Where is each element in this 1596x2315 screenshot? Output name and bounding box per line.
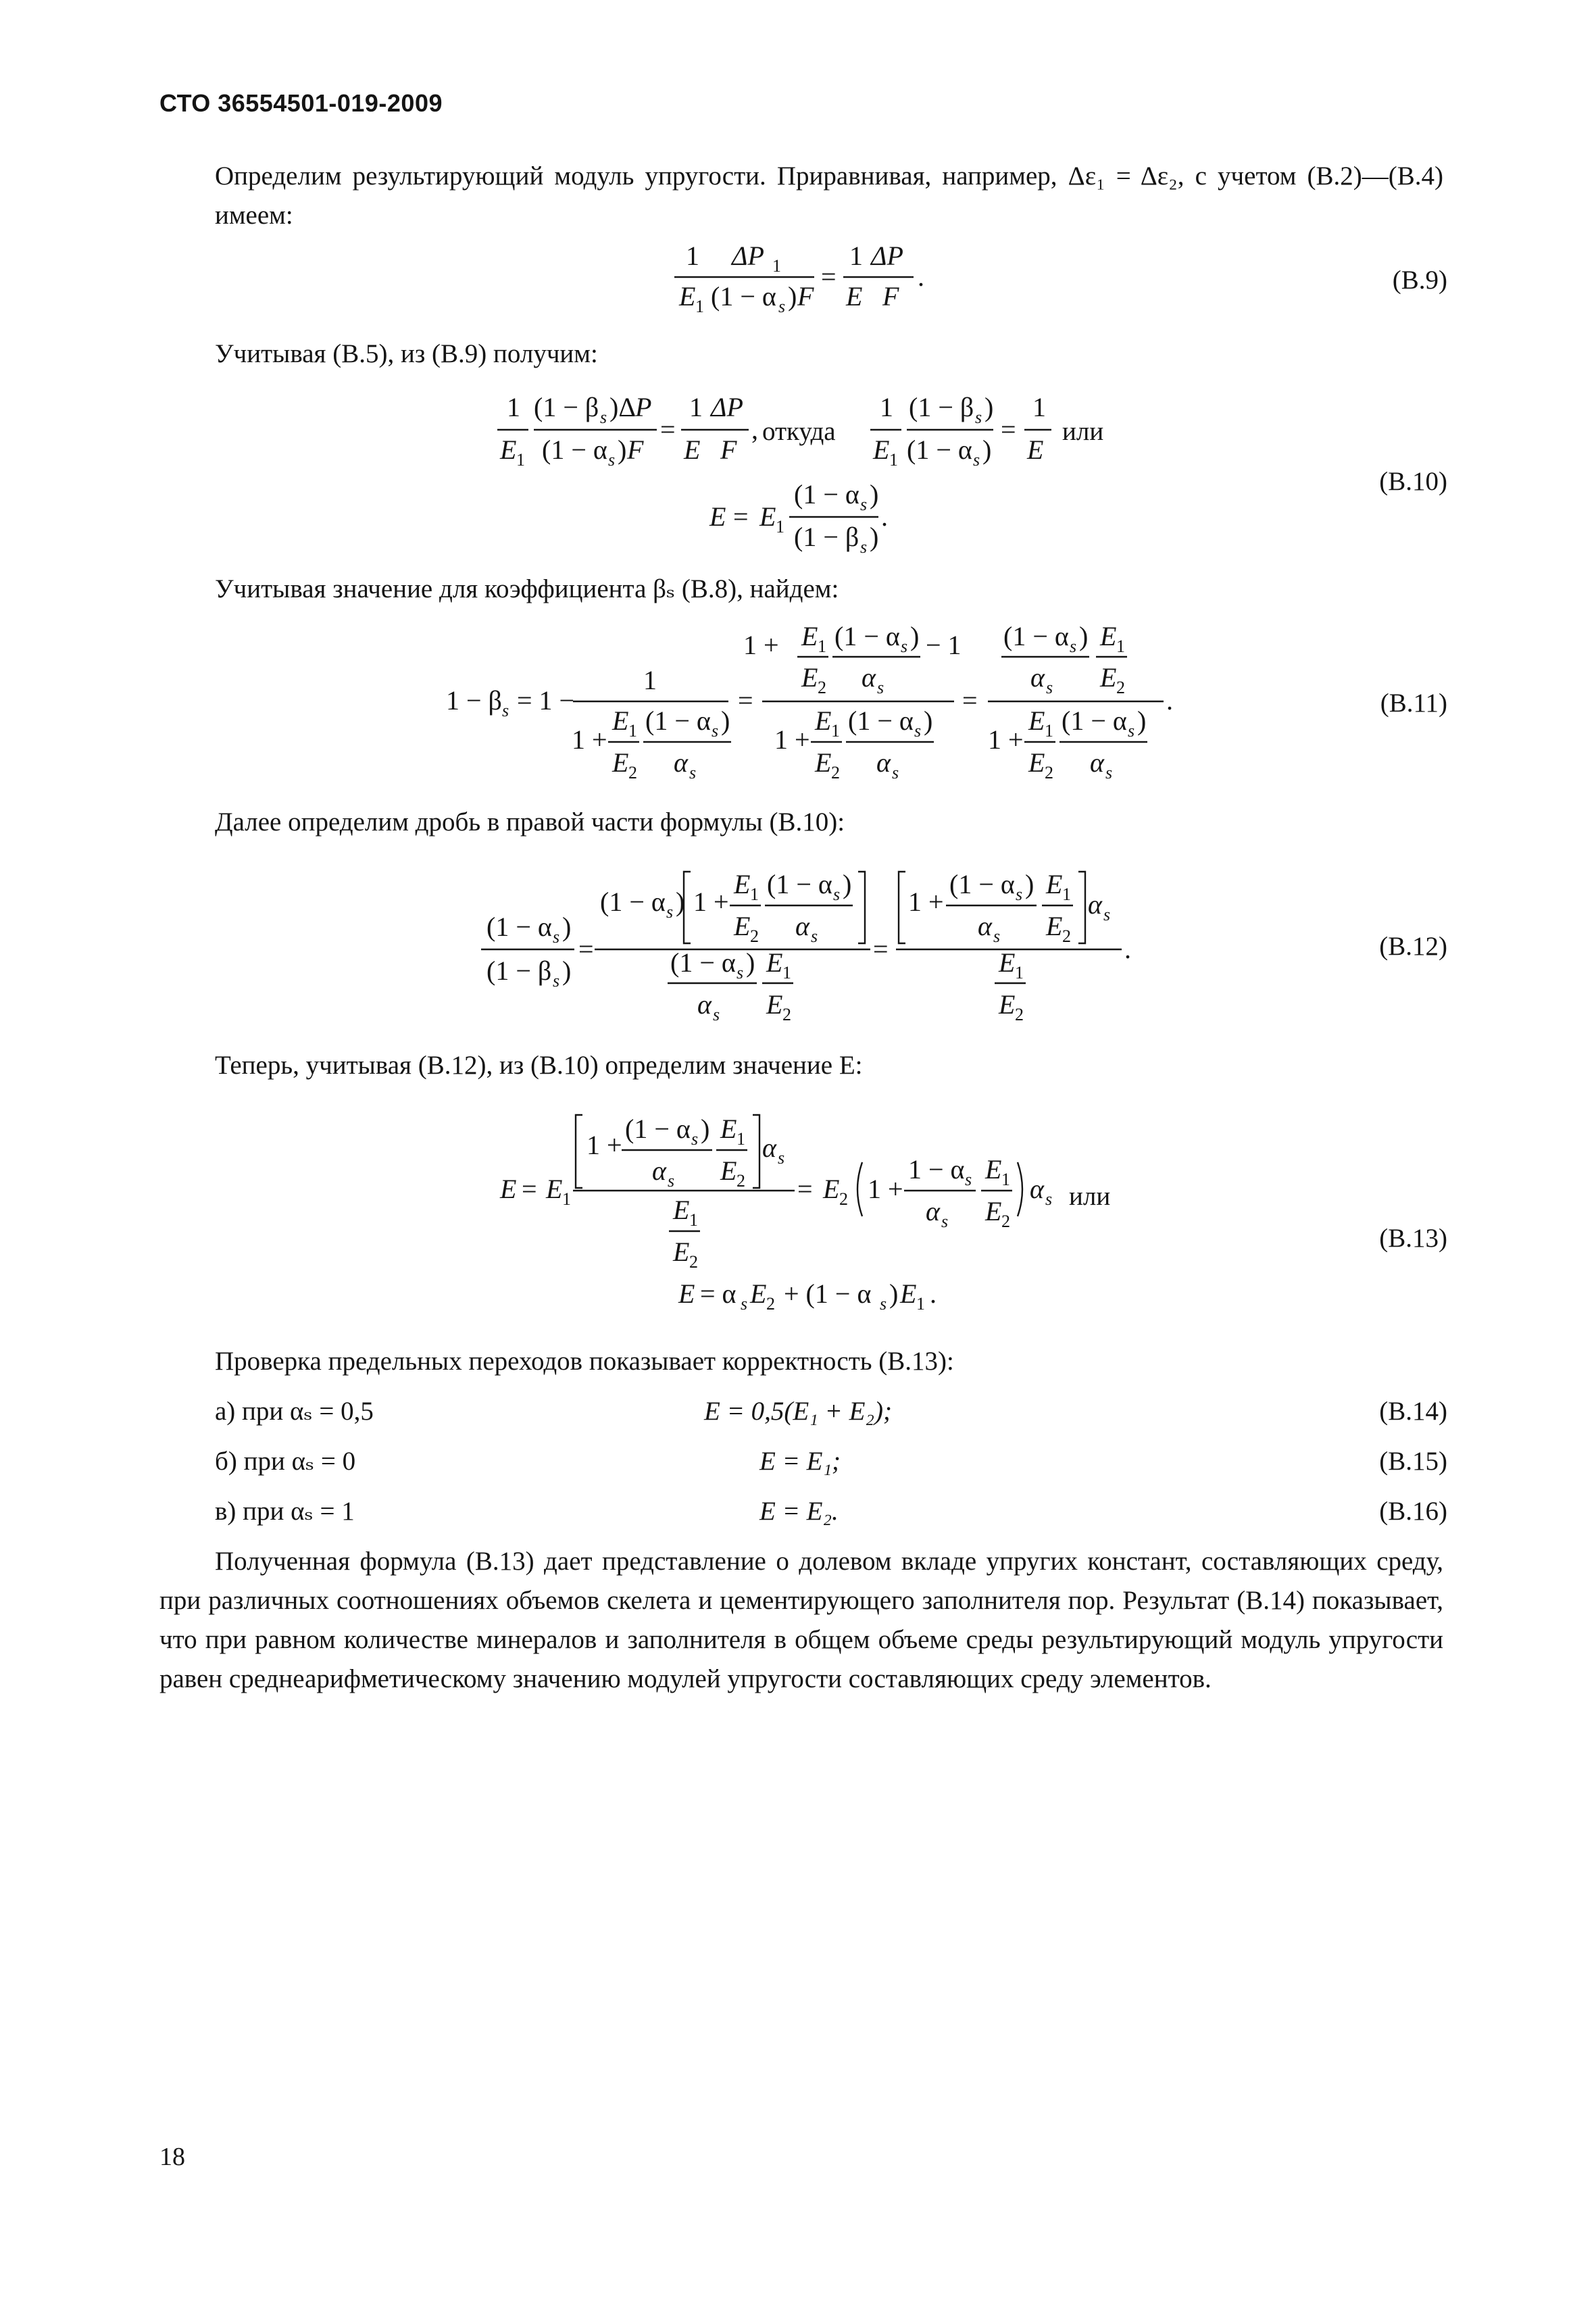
- svg-text:1 +: 1 +: [743, 630, 779, 660]
- svg-text:1: 1: [1032, 392, 1046, 422]
- svg-text:E: E: [679, 281, 696, 312]
- svg-text:(1 − α: (1 − α: [625, 1114, 691, 1144]
- svg-text:ΔP: ΔP: [732, 241, 764, 271]
- svg-text:1: 1: [1001, 1170, 1010, 1189]
- svg-text:s: s: [1105, 763, 1113, 782]
- svg-text:E: E: [1046, 911, 1063, 941]
- svg-text:α: α: [762, 1132, 776, 1163]
- equation-number-b10: (В.10): [1379, 467, 1447, 496]
- svg-text:E: E: [734, 911, 751, 941]
- word-otkuda: откуда: [762, 417, 836, 446]
- svg-text:α: α: [926, 1196, 940, 1226]
- svg-text:s: s: [914, 721, 922, 741]
- svg-text:s: s: [689, 763, 697, 782]
- svg-text:.: .: [1124, 934, 1131, 964]
- case-b-formula: E = E₁;: [759, 1447, 841, 1476]
- paragraph-b5: Учитывая (В.5), из (В.9) получим:: [215, 339, 598, 368]
- svg-text:s: s: [941, 1212, 949, 1231]
- svg-text:1: 1: [782, 963, 791, 982]
- svg-text:2: 2: [782, 1005, 791, 1024]
- svg-text:E: E: [673, 1195, 690, 1225]
- svg-text:2: 2: [1062, 926, 1071, 946]
- svg-text:=: =: [873, 934, 889, 964]
- svg-text:.: .: [918, 262, 924, 292]
- svg-text:s: s: [901, 637, 908, 656]
- svg-text:): ): [843, 869, 852, 899]
- svg-text:=: =: [578, 934, 594, 964]
- svg-text:s: s: [737, 963, 744, 982]
- svg-text:(1 − α: (1 − α: [1003, 621, 1069, 651]
- svg-text:E: E: [500, 1174, 517, 1204]
- paragraph-beta: Учитывая значение для коэффициента βₛ (В.8), найдем:: [215, 574, 839, 603]
- svg-text:): ): [910, 621, 920, 651]
- page-number: 18: [159, 2143, 185, 2171]
- svg-text:1 +: 1 +: [587, 1130, 622, 1160]
- svg-text:E: E: [673, 1237, 690, 1267]
- svg-text:,: ,: [751, 414, 758, 445]
- svg-text:s: s: [993, 926, 1001, 946]
- svg-text:(1 − α: (1 − α: [1062, 705, 1127, 736]
- equation-number-b15: (В.15): [1379, 1447, 1447, 1476]
- word-ili-2: или: [1069, 1182, 1111, 1211]
- paragraph-fraction: Далее определим дробь в правой части формулы (В.10):: [215, 807, 845, 837]
- svg-text:E: E: [823, 1174, 840, 1204]
- svg-text:E: E: [546, 1174, 563, 1204]
- svg-text:2: 2: [1116, 678, 1125, 697]
- svg-text:): ): [924, 705, 933, 736]
- equation-number-b12: (В.12): [1379, 932, 1447, 961]
- svg-text:s: s: [965, 1170, 972, 1189]
- svg-text:α: α: [1090, 747, 1104, 778]
- case-c-label: в) при αₛ = 1: [215, 1497, 355, 1526]
- svg-text:(1 − β: (1 − β: [487, 955, 552, 986]
- svg-text:E: E: [815, 705, 832, 736]
- svg-text:1: 1: [818, 637, 826, 656]
- svg-text:): ): [788, 281, 797, 312]
- svg-text:=: =: [821, 262, 837, 292]
- svg-text:2: 2: [839, 1189, 848, 1209]
- svg-text:s: s: [553, 971, 560, 991]
- svg-text:1: 1: [849, 241, 863, 271]
- svg-text:s: s: [691, 1129, 699, 1149]
- svg-text:1: 1: [776, 517, 784, 537]
- svg-text:s: s: [1016, 885, 1023, 904]
- equation-number-b13: (В.13): [1379, 1224, 1447, 1253]
- svg-text:(1 − α: (1 − α: [767, 869, 832, 899]
- svg-text:1: 1: [889, 450, 898, 470]
- equation-number-b16: (В.16): [1379, 1497, 1447, 1526]
- svg-text:(1 − β: (1 − β: [794, 522, 859, 552]
- svg-text:): ): [562, 955, 572, 986]
- svg-text:E: E: [846, 281, 863, 312]
- svg-text:1: 1: [737, 1129, 745, 1149]
- svg-text:s: s: [778, 297, 786, 316]
- svg-text:E: E: [801, 662, 818, 693]
- word-ili: или: [1062, 417, 1104, 446]
- case-a-formula: E = 0,5(E₁ + E₂);: [704, 1397, 892, 1426]
- svg-text:1: 1: [686, 241, 699, 271]
- svg-text:E: E: [999, 989, 1016, 1020]
- svg-text:2: 2: [766, 1294, 775, 1314]
- svg-text:1: 1: [507, 392, 520, 422]
- svg-text:2: 2: [1001, 1212, 1010, 1231]
- svg-text:E: E: [678, 1278, 695, 1309]
- svg-text:(1 − α: (1 − α: [600, 887, 666, 917]
- svg-text:s: s: [892, 763, 899, 782]
- svg-text:α: α: [1088, 889, 1102, 920]
- svg-text:s: s: [880, 1294, 887, 1314]
- svg-text:1: 1: [1062, 885, 1071, 904]
- svg-text:+ (1 − α: + (1 − α: [784, 1278, 872, 1309]
- svg-text:1: 1: [689, 1210, 698, 1230]
- svg-text:)Δ: )Δ: [609, 392, 637, 422]
- svg-text:s: s: [502, 701, 509, 720]
- svg-text:α: α: [697, 989, 712, 1020]
- svg-text:(1 − β: (1 − β: [534, 392, 599, 422]
- svg-text:s: s: [1128, 721, 1135, 741]
- svg-text:s: s: [712, 721, 719, 741]
- svg-text:2: 2: [1045, 763, 1053, 782]
- svg-text:E: E: [985, 1196, 1002, 1226]
- svg-text:s: s: [811, 926, 818, 946]
- svg-text:): ): [676, 887, 685, 917]
- svg-text:(1 − α: (1 − α: [794, 479, 859, 509]
- svg-text:): ): [562, 912, 572, 942]
- svg-text:.: .: [881, 501, 888, 532]
- svg-text:= 1 −: = 1 −: [517, 685, 575, 716]
- svg-text:ΔP: ΔP: [711, 392, 743, 422]
- svg-text:E: E: [766, 947, 783, 978]
- svg-text:): ): [1137, 705, 1147, 736]
- svg-text:=: =: [522, 1174, 537, 1204]
- svg-text:E: E: [720, 1155, 737, 1186]
- svg-text:s: s: [860, 495, 868, 514]
- svg-text:s: s: [973, 450, 980, 470]
- svg-text:(1 − α: (1 − α: [834, 621, 900, 651]
- svg-text:E: E: [1028, 747, 1045, 778]
- svg-text:ΔP: ΔP: [871, 241, 903, 271]
- svg-text:(1 − α: (1 − α: [487, 912, 552, 942]
- svg-text:E: E: [720, 1114, 737, 1144]
- svg-text:E: E: [612, 705, 629, 736]
- equation-number-b14: (В.14): [1379, 1397, 1447, 1426]
- svg-text:E: E: [612, 747, 629, 778]
- svg-text:α: α: [795, 911, 809, 941]
- svg-text:2: 2: [737, 1171, 745, 1191]
- case-c-formula: E = E₂.: [759, 1497, 839, 1526]
- equation-number-b9: (В.9): [1392, 266, 1447, 295]
- svg-text:(1 − α: (1 − α: [907, 434, 972, 465]
- svg-text:=: =: [797, 1174, 813, 1204]
- svg-text:α: α: [652, 1155, 666, 1186]
- svg-text:E: E: [684, 434, 701, 465]
- svg-text:1: 1: [1015, 963, 1024, 982]
- svg-text:E: E: [815, 747, 832, 778]
- svg-text:1 − β: 1 − β: [446, 685, 502, 716]
- svg-text:=: =: [962, 685, 978, 716]
- svg-text:1: 1: [750, 885, 759, 904]
- svg-text:): ): [1025, 869, 1034, 899]
- svg-text:F: F: [627, 434, 644, 465]
- svg-text:s: s: [1046, 678, 1053, 697]
- svg-text:2: 2: [1015, 1005, 1024, 1024]
- svg-text:E: E: [750, 1278, 767, 1309]
- svg-text:2: 2: [818, 678, 826, 697]
- svg-text:1 +: 1 +: [572, 724, 607, 755]
- svg-text:E: E: [985, 1154, 1002, 1185]
- svg-text:s: s: [1045, 1189, 1053, 1209]
- svg-text:s: s: [741, 1294, 748, 1314]
- svg-text:.: .: [930, 1278, 937, 1309]
- svg-text:E: E: [1100, 662, 1117, 693]
- svg-text:s: s: [877, 678, 884, 697]
- svg-text:E: E: [1100, 621, 1117, 651]
- svg-text:1: 1: [831, 721, 840, 741]
- svg-text:F: F: [797, 281, 814, 312]
- svg-text:1: 1: [689, 392, 703, 422]
- svg-text:(1 − α: (1 − α: [711, 281, 776, 312]
- svg-text:F: F: [882, 281, 899, 312]
- svg-text:(1 − β: (1 − β: [909, 392, 974, 422]
- svg-text:E: E: [1027, 434, 1044, 465]
- paragraph-conclusion: Полученная формула (В.13) дает представление о долевом вкладе упругих констант, составляющих среду, при различных соотношениях объемов скелета и цементирующего заполнителя пор. Результат (В.14) показывает, что при равном количестве минералов и заполнителя в общем объеме среды результирующий модуль упругости равен среднеарифметическому значению модулей упругости составляющих среду элементов.: [159, 1547, 1443, 1693]
- svg-text:): ): [618, 434, 627, 465]
- svg-text:1 +: 1 +: [868, 1174, 903, 1204]
- svg-text:(1 − α: (1 − α: [848, 705, 914, 736]
- case-a-label: а) при αₛ = 0,5: [215, 1397, 374, 1426]
- svg-text:s: s: [553, 927, 560, 947]
- svg-text:α: α: [978, 911, 992, 941]
- svg-text:1 +: 1 +: [908, 887, 944, 917]
- svg-text:): ): [701, 1114, 710, 1144]
- paragraph-intro: Определим результирующий модуль упругости. Приравнивая, например, Δε₁ = Δε₂, с учетом (В.2)—(В.4) имеем:: [215, 161, 1443, 230]
- svg-text:1 +: 1 +: [693, 887, 729, 917]
- svg-text:− 1: − 1: [926, 630, 962, 660]
- svg-text:s: s: [1070, 637, 1077, 656]
- svg-text:): ): [1079, 621, 1089, 651]
- svg-text:): ): [721, 705, 730, 736]
- svg-text:α: α: [674, 747, 688, 778]
- svg-text:1: 1: [880, 392, 893, 422]
- svg-text:): ): [746, 947, 755, 978]
- case-b-label: б) при αₛ = 0: [215, 1447, 356, 1476]
- svg-text:1: 1: [628, 721, 637, 741]
- svg-text:=: =: [1001, 414, 1016, 445]
- svg-text:E: E: [1028, 705, 1045, 736]
- svg-text:.: .: [1166, 685, 1173, 716]
- svg-text:(1 − α: (1 − α: [949, 869, 1015, 899]
- svg-text:2: 2: [628, 763, 637, 782]
- svg-text:1 − α: 1 − α: [908, 1154, 965, 1185]
- svg-text:E: E: [1046, 869, 1063, 899]
- svg-text:E: E: [734, 869, 751, 899]
- paragraph-check: Проверка предельных переходов показывает корректность (В.13):: [215, 1347, 954, 1376]
- svg-text:E: E: [709, 501, 726, 532]
- svg-text:(1 − α: (1 − α: [670, 947, 736, 978]
- svg-text:s: s: [860, 537, 868, 557]
- svg-text:E: E: [766, 989, 783, 1020]
- svg-text:P: P: [635, 392, 652, 422]
- svg-text:=: =: [660, 414, 676, 445]
- svg-text:1: 1: [695, 297, 704, 316]
- svg-text:E: E: [999, 947, 1016, 978]
- svg-text:1: 1: [772, 256, 781, 276]
- svg-text:1: 1: [516, 450, 525, 470]
- svg-text:=: =: [738, 685, 753, 716]
- svg-text:s: s: [778, 1148, 785, 1168]
- equation-number-b11: (В.11): [1380, 689, 1447, 718]
- svg-text:s: s: [1103, 905, 1111, 924]
- svg-text:1: 1: [916, 1294, 925, 1314]
- svg-text:): ): [870, 479, 879, 509]
- svg-text:s: s: [608, 450, 616, 470]
- svg-text:2: 2: [831, 763, 840, 782]
- svg-text:(1 − α: (1 − α: [645, 705, 711, 736]
- svg-text:2: 2: [750, 926, 759, 946]
- document-number: СТО 36554501-019-2009: [159, 89, 443, 117]
- svg-text:1 +: 1 +: [774, 724, 810, 755]
- svg-text:s: s: [668, 1171, 675, 1191]
- svg-text:s: s: [666, 902, 674, 922]
- svg-text:): ): [982, 434, 992, 465]
- svg-text:s: s: [713, 1005, 720, 1024]
- svg-text:α: α: [1030, 1174, 1044, 1204]
- svg-text:E: E: [873, 434, 890, 465]
- svg-text:E: E: [500, 434, 517, 465]
- svg-text:1: 1: [1116, 637, 1125, 656]
- svg-text:E: E: [801, 621, 818, 651]
- svg-text:E: E: [900, 1278, 917, 1309]
- svg-text:s: s: [600, 407, 607, 427]
- svg-text:α: α: [862, 662, 876, 693]
- paragraph-now: Теперь, учитывая (В.12), из (В.10) определим значение E:: [215, 1051, 863, 1080]
- svg-text:=: =: [733, 501, 749, 532]
- svg-text:): ): [889, 1278, 899, 1309]
- svg-text:s: s: [833, 885, 841, 904]
- svg-text:2: 2: [689, 1252, 698, 1272]
- svg-text:α: α: [1030, 662, 1045, 693]
- svg-text:(1 − α: (1 − α: [542, 434, 607, 465]
- svg-text:α: α: [876, 747, 891, 778]
- svg-text:): ): [984, 392, 994, 422]
- svg-text:s: s: [975, 407, 982, 427]
- svg-text:1 +: 1 +: [988, 724, 1024, 755]
- svg-text:F: F: [720, 434, 737, 465]
- svg-text:1: 1: [643, 665, 657, 695]
- svg-text:1: 1: [562, 1189, 571, 1209]
- svg-text:E: E: [759, 501, 776, 532]
- svg-text:): ): [870, 522, 879, 552]
- svg-text:1: 1: [1045, 721, 1053, 741]
- svg-text:= α: = α: [700, 1278, 737, 1309]
